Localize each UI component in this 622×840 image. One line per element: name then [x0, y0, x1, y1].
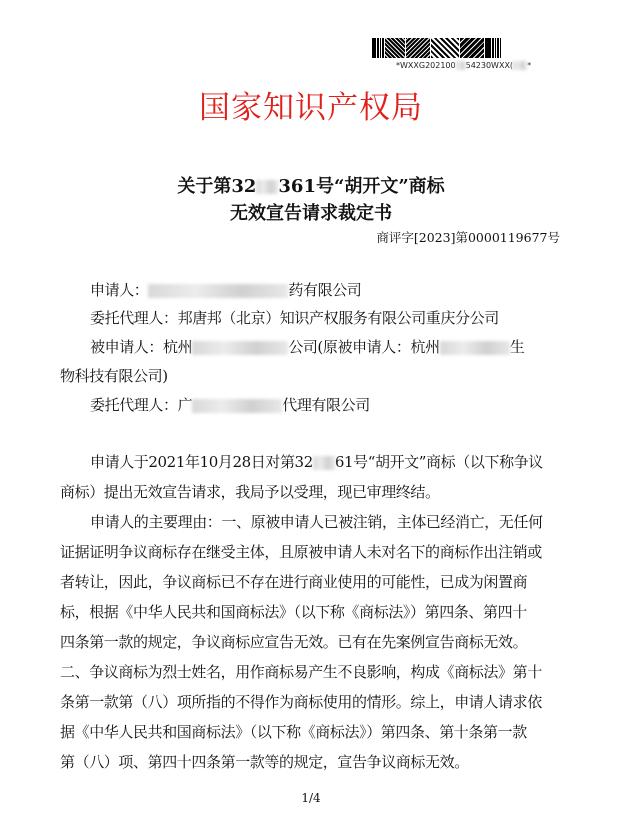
document-number: 商评字[2023]第0000119677号: [376, 230, 560, 245]
page-number: 1/4: [301, 791, 321, 805]
paragraph-1-line-1: 申请人于2021年10月28日对第32 61号“胡开文”商标（以下称争议: [90, 453, 543, 471]
paragraph-2-line: 四条第一款的规定，争议商标应宣告无效。已有在先案例宣告商标无效。: [60, 633, 528, 651]
barcode: [372, 38, 540, 58]
paragraph-2-line: 证据证明争议商标存在继受主体，且原被申请人未对名下的商标作出注销或: [60, 543, 542, 561]
applicant-agent: 委托代理人：邦唐邦（北京）知识产权服务有限公司重庆分公司: [90, 309, 499, 327]
respondent-agent: 委托代理人：广 代理有限公司: [90, 396, 370, 414]
barcode-text: *WXXG202100 54230WXX( *: [396, 61, 532, 70]
paragraph-2-line: 据《中华人民共和国商标法》（以下称《商标法》）第四条、第十条第一款: [60, 723, 527, 741]
heading-line2: 无效宣告请求裁定书: [230, 203, 392, 224]
paragraph-2-line: 标，根据《中华人民共和国商标法》（以下称《商标法》）第四条、第四十: [60, 603, 527, 621]
paragraph-2-line: 二、争议商标为烈士姓名，用作商标易产生不良影响，构成《商标法》第十: [60, 663, 542, 681]
respondent: 被申请人：杭州 公司(原被申请人：杭州 生: [90, 338, 525, 356]
paragraph-2-line: 者转让，因此，争议商标已不存在进行商业使用的可能性，已成为闲置商: [60, 573, 528, 591]
paragraph-2-line: 条第一款第（八）项所指的不得作为商标使用的情形。综上，申请人请求依: [60, 693, 542, 711]
paragraph-1-line-2: 商标）提出无效宣告请求，我局予以受理，现已审理终结。: [60, 483, 440, 501]
heading-line1: 关于第32 361号“胡开文”商标: [177, 176, 445, 197]
respondent-line2: 物科技有限公司): [60, 367, 168, 385]
paragraph-2-line: 第（八）项、第四十四条第一款等的规定，宣告争议商标无效。: [60, 753, 469, 771]
applicant: 申请人： 药有限公司: [90, 281, 362, 299]
office-title: 国家知识产权局: [199, 90, 423, 126]
paragraph-2-line: 申请人的主要理由：一、原被申请人已被注销，主体已经消亡，无任何: [90, 513, 543, 531]
